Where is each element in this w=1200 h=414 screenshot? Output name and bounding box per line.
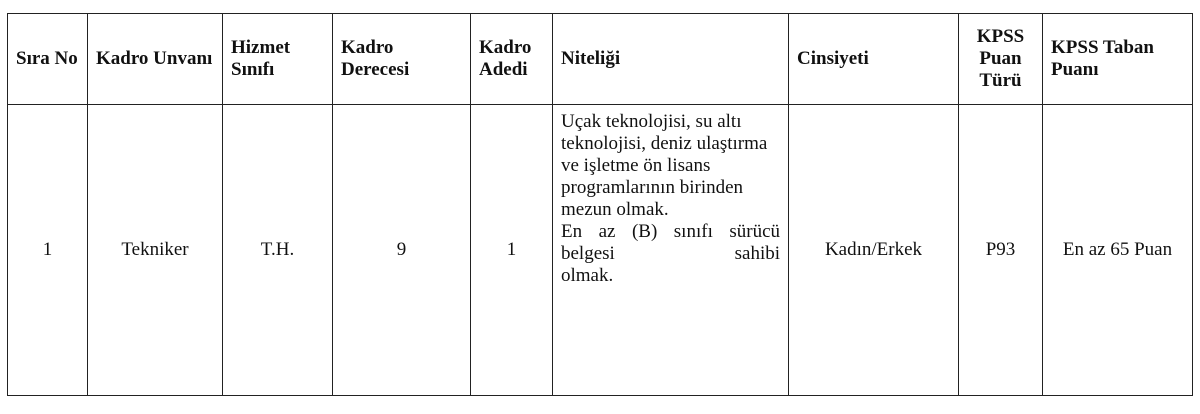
cell-kpss-taban-puani: En az 65 Puan bbox=[1043, 105, 1193, 396]
cell-kadro-derecesi: 9 bbox=[333, 105, 471, 396]
table-row bbox=[8, 105, 1193, 396]
header-kadro-unvani: Kadro Unvanı bbox=[88, 14, 223, 105]
header-kadro-derecesi: Kadro Derecesi bbox=[333, 14, 471, 105]
header-cinsiyeti: Cinsiyeti bbox=[789, 14, 959, 105]
header-niteligi: Niteliği bbox=[553, 14, 789, 105]
cell-hizmet-sinifi: T.H. bbox=[223, 105, 333, 396]
cell-cinsiyeti: Kadın/Erkek bbox=[789, 105, 959, 396]
header-kpss-taban-puani: KPSS Taban Puanı bbox=[1043, 14, 1193, 105]
niteligi-requirement-education: Uçak teknolojisi, su altı teknolojisi, deniz ulaştırma ve işletme ön lisans programlarının birinden mezun olmak. bbox=[561, 111, 768, 220]
niteligi-requirement-license-end: olmak. bbox=[561, 265, 614, 286]
header-hizmet-sinifi: Hizmet Sınıfı bbox=[223, 14, 333, 105]
kadro-table bbox=[7, 13, 1193, 396]
header-kpss-puan-turu: KPSS Puan Türü bbox=[959, 14, 1043, 105]
niteligi-requirement-license: En az (B) sınıfı sürücü belgesi sahibi bbox=[561, 221, 780, 264]
cell-kadro-unvani: Tekniker bbox=[88, 105, 223, 396]
cell-niteligi bbox=[553, 105, 789, 396]
header-kadro-adedi: Kadro Adedi bbox=[471, 14, 553, 105]
cell-kpss-puan-turu: P93 bbox=[959, 105, 1043, 396]
cell-kadro-adedi: 1 bbox=[471, 105, 553, 396]
header-sira-no: Sıra No bbox=[8, 14, 88, 105]
cell-sira-no: 1 bbox=[8, 105, 88, 396]
header-row bbox=[8, 14, 1193, 105]
